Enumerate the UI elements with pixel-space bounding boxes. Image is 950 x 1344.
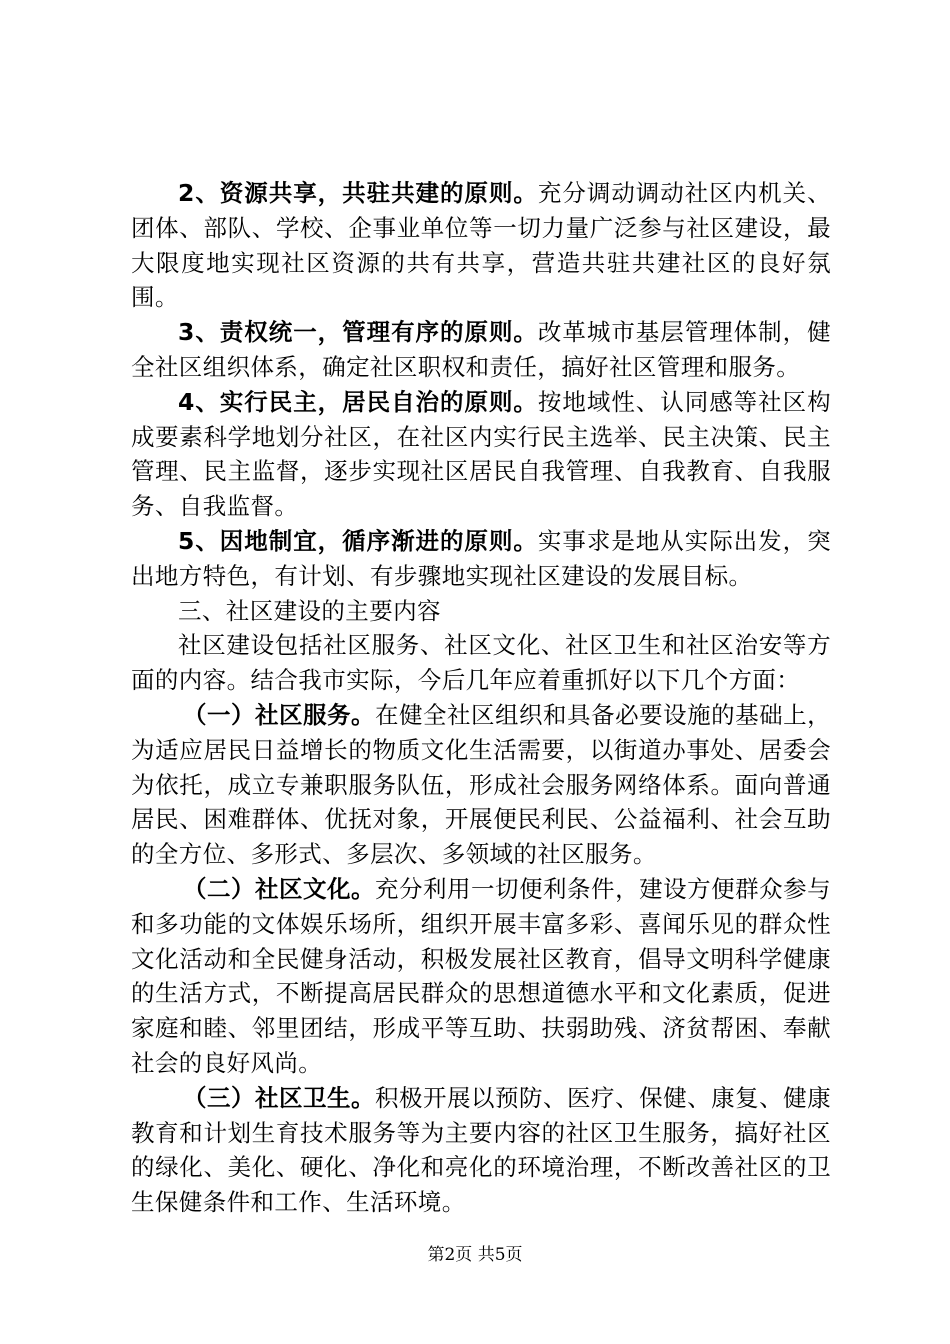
subsection-service [131,698,831,872]
principle-paragraph-5 [131,524,831,594]
subsection-title-culture: （二）社区文化。 [183,874,376,903]
principle-paragraph-2 [131,176,831,315]
page-number-footer: 第2页 共5页 [427,1245,523,1265]
section-heading: 三、社区建设的主要内容 [178,596,441,625]
principle-text-2: 充分调动调动社区内机关、团体、部队、学校、企事业单位等一切力量广泛参与社区建设，最大限度地实现社区资源的共有共享，营造共驻共建社区的良好氛围。 [131,179,831,312]
subsection-title-health: （三）社区卫生。 [183,1083,376,1112]
intro-paragraph: 社区建设包括社区服务、社区文化、社区卫生和社区治安等方面的内容。结合我市实际，今后几年应着重抓好以下几个方面： [131,631,831,695]
subsection-text-culture: 充分利用一切便利条件，建设方便群众参与和多功能的文体娱乐场所，组织开展丰富多彩、喜闻乐见的群众性文化活动和全民健身活动，积极发展社区教育，倡导文明科学健康的生活方式，不断提高居民群众的思想道德水平和文化素质，促进家庭和睦、邻里团结，形成平等互助、扶弱助残、济贫帮困、奉献社会的良好风尚。 [131,874,831,1077]
principle-title-3: 3、责权统一，管理有序的原则。 [178,318,538,347]
principle-title-4: 4、实行民主，居民自治的原则。 [178,387,538,416]
subsection-culture [131,872,831,1081]
subsection-health [131,1081,831,1220]
subsection-text-health: 积极开展以预防、医疗、保健、康复、健康教育和计划生育技术服务等为主要内容的社区卫生服务，搞好社区的绿化、美化、硬化、净化和亮化的环境治理，不断改善社区的卫生保健条件和工作、生活环境。 [131,1083,831,1217]
principle-title-5: 5、因地制宜，循序渐进的原则。 [178,526,538,555]
principle-text-3: 改革城市基层管理体制，健全社区组织体系，确定社区职权和责任，搞好社区管理和服务。 [131,318,831,381]
subsection-text-service: 在健全社区组织和具备必要设施的基础上，为适应居民日益增长的物质文化生活需要，以街道办事处、居委会为依托，成立专兼职服务队伍，形成社会服务网络体系。面向普通居民、困难群体、优抚对象，开展便民利民、公益福利、社会互助的全方位、多形式、多层次、多领域的社区服务。 [131,700,831,869]
principle-text-4: 按地域性、认同感等社区构成要素科学地划分社区，在社区内实行民主选举、民主决策、民主管理、民主监督，逐步实现社区居民自我管理、自我教育、自我服务、自我监督。 [131,387,831,521]
principle-title-2: 2、资源共享，共驻共建的原则。 [178,179,538,207]
document-body [131,176,831,1220]
principle-paragraph-4 [131,385,831,524]
subsection-title-service: （一）社区服务。 [183,700,376,729]
principle-paragraph-3 [131,315,831,385]
principle-text-5: 实事求是地从实际出发，突出地方特色，有计划、有步骤地实现社区建设的发展目标。 [131,526,831,590]
